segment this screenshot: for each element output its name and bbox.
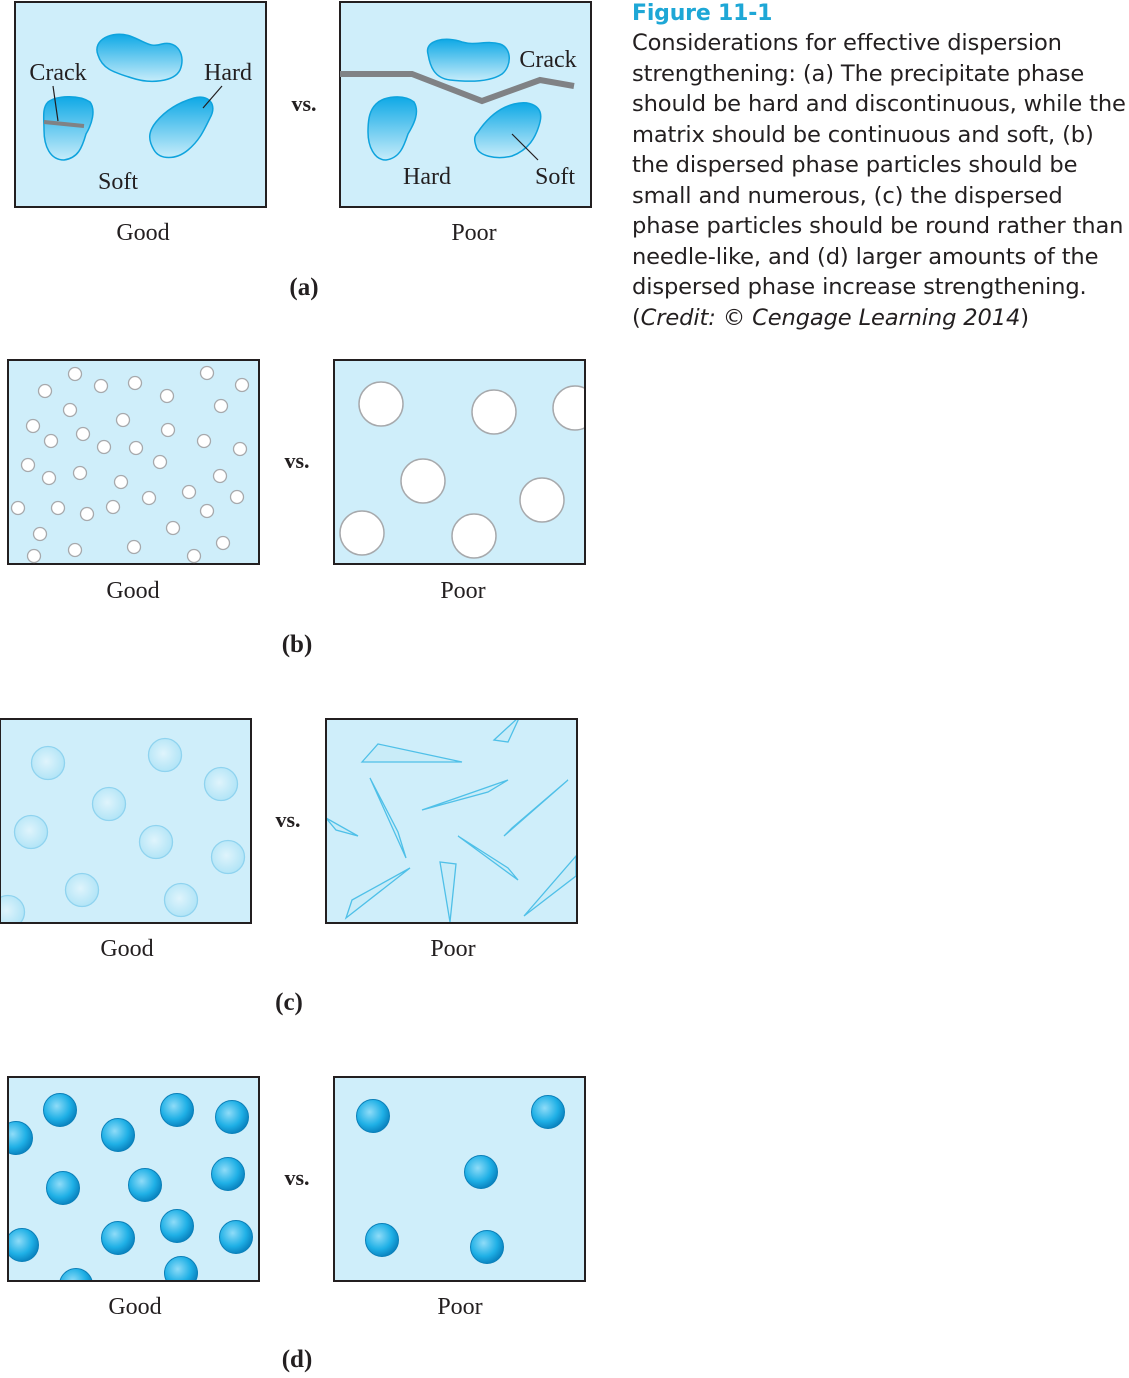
panel-label: (d) bbox=[281, 1346, 313, 1373]
good-caption: Good bbox=[100, 936, 154, 962]
sphere-particle bbox=[161, 1210, 194, 1243]
good-caption: Good bbox=[108, 1294, 162, 1320]
small-particle bbox=[98, 441, 111, 454]
poor-caption: Poor bbox=[430, 936, 476, 962]
vs-label: vs. bbox=[275, 807, 301, 832]
small-particle bbox=[43, 472, 56, 485]
round-particle bbox=[93, 788, 126, 821]
small-particle bbox=[231, 491, 244, 504]
small-particle bbox=[115, 476, 128, 489]
figure-label: Figure 11-1 bbox=[632, 1, 773, 26]
small-particle bbox=[161, 390, 174, 403]
small-particle bbox=[39, 385, 52, 398]
small-particle bbox=[236, 379, 249, 392]
hard-particle bbox=[428, 39, 510, 81]
small-particle bbox=[162, 424, 175, 437]
round-particle bbox=[149, 739, 182, 772]
round-particle bbox=[212, 841, 245, 874]
round-particle bbox=[205, 768, 238, 801]
panel-label: (c) bbox=[275, 989, 303, 1016]
sphere-particle bbox=[60, 1269, 93, 1302]
small-particle bbox=[234, 443, 247, 456]
small-particle bbox=[117, 414, 130, 427]
sphere-particle bbox=[165, 1257, 198, 1290]
good-caption: Good bbox=[106, 578, 160, 604]
large-particle bbox=[553, 386, 597, 430]
small-particle bbox=[201, 367, 214, 380]
panel-c bbox=[0, 716, 577, 1016]
small-particle bbox=[154, 456, 167, 469]
sphere-particle bbox=[216, 1101, 249, 1134]
small-particle bbox=[183, 486, 196, 499]
sphere-particle bbox=[471, 1231, 504, 1264]
caption-body: Considerations for effective dispersion strengthening: (a) The precipitate phase should be hard and discontinuous, while the matrix should be continuous and soft, (b) the dispersed phase particles should be small and numerous, (c) the dispersed phase particles should be round rather than needle-like, and (d) larger amounts of the dispersed phase increase strengthening. ( bbox=[632, 30, 1126, 331]
good-caption: Good bbox=[116, 220, 170, 246]
small-particle bbox=[130, 442, 143, 455]
small-particle bbox=[12, 502, 25, 515]
small-particle bbox=[129, 377, 142, 390]
vs-label: vs. bbox=[284, 1165, 310, 1190]
panel-a-good-box bbox=[15, 2, 266, 207]
sphere-particle bbox=[532, 1096, 565, 1129]
small-particle bbox=[27, 420, 40, 433]
sphere-particle bbox=[366, 1224, 399, 1257]
large-particle bbox=[359, 382, 403, 426]
caption-end: ) bbox=[1020, 304, 1029, 331]
large-particle bbox=[520, 478, 564, 522]
sphere-particle bbox=[102, 1222, 135, 1255]
sphere-particle bbox=[6, 1229, 39, 1262]
poor-caption: Poor bbox=[437, 1294, 483, 1320]
label-hard: Hard bbox=[204, 60, 252, 86]
small-particle bbox=[201, 505, 214, 518]
small-particle bbox=[69, 368, 82, 381]
sphere-particle bbox=[212, 1158, 245, 1191]
round-particle bbox=[66, 874, 99, 907]
small-particle bbox=[77, 428, 90, 441]
small-particle bbox=[52, 502, 65, 515]
small-particle bbox=[214, 470, 227, 483]
large-particle bbox=[452, 514, 496, 558]
panel-b bbox=[8, 360, 597, 658]
small-particle bbox=[128, 541, 141, 554]
small-particle bbox=[198, 435, 211, 448]
sphere-particle bbox=[44, 1094, 77, 1127]
panel-d bbox=[0, 1077, 585, 1373]
sphere-particle bbox=[220, 1221, 253, 1254]
small-particle bbox=[74, 467, 87, 480]
label-soft: Soft bbox=[97, 169, 139, 195]
label-hard: Hard bbox=[403, 164, 451, 190]
panel-a bbox=[15, 2, 591, 301]
vs-label: vs. bbox=[284, 448, 310, 473]
small-particle bbox=[217, 537, 230, 550]
large-particle bbox=[472, 390, 516, 434]
large-particle bbox=[340, 511, 384, 555]
label-soft: Soft bbox=[534, 164, 576, 190]
sphere-particle bbox=[465, 1156, 498, 1189]
figure-caption bbox=[632, 0, 1129, 333]
sphere-particle bbox=[102, 1119, 135, 1152]
small-particle bbox=[107, 501, 120, 514]
round-particle bbox=[32, 747, 65, 780]
label-crack: Crack bbox=[29, 60, 87, 86]
poor-caption: Poor bbox=[451, 220, 497, 246]
sphere-particle bbox=[161, 1094, 194, 1127]
small-particle bbox=[69, 544, 82, 557]
small-particle bbox=[64, 404, 77, 417]
small-particle bbox=[215, 400, 228, 413]
small-particle bbox=[95, 380, 108, 393]
vs-label: vs. bbox=[291, 91, 317, 116]
small-particle bbox=[81, 508, 94, 521]
sphere-particle bbox=[0, 1122, 33, 1155]
round-particle bbox=[140, 826, 173, 859]
round-particle bbox=[165, 884, 198, 917]
sphere-particle bbox=[129, 1169, 162, 1202]
small-particle bbox=[188, 550, 201, 563]
panel-label: (a) bbox=[289, 274, 319, 301]
small-particle bbox=[34, 528, 47, 541]
caption-text bbox=[632, 28, 1129, 333]
small-particle bbox=[22, 459, 35, 472]
small-particle bbox=[28, 550, 41, 563]
small-particle bbox=[167, 522, 180, 535]
panel-a-poor-box bbox=[340, 2, 591, 207]
caption-credit: Credit: © Cengage Learning 2014 bbox=[640, 304, 1021, 331]
sphere-particle bbox=[47, 1172, 80, 1205]
poor-caption: Poor bbox=[440, 578, 486, 604]
sphere-particle bbox=[357, 1100, 390, 1133]
panel-label: (b) bbox=[281, 631, 313, 658]
large-particle bbox=[401, 459, 445, 503]
round-particle bbox=[15, 816, 48, 849]
label-crack: Crack bbox=[519, 47, 577, 73]
small-particle bbox=[45, 435, 58, 448]
small-particle bbox=[143, 492, 156, 505]
